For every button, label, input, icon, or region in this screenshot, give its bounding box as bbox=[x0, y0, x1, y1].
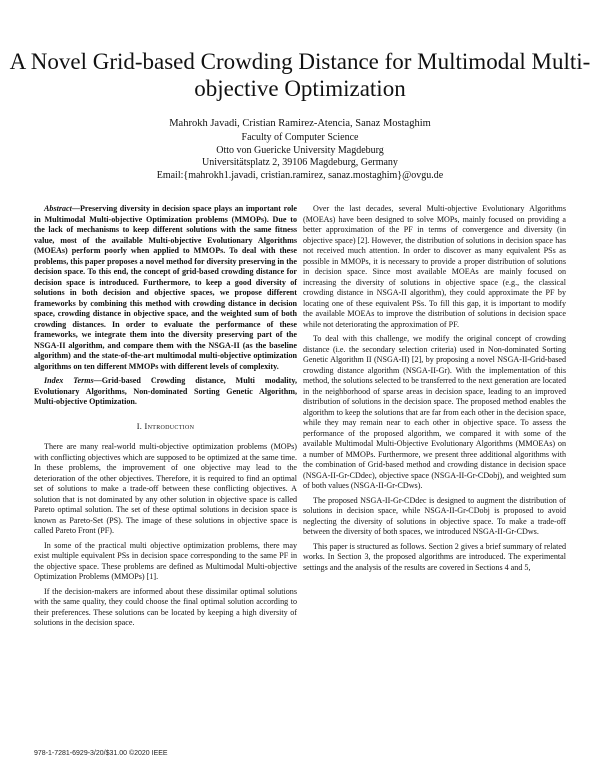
abstract-label: Abstract bbox=[44, 204, 72, 213]
author-university: Otto von Guericke University Magdeburg bbox=[216, 144, 384, 156]
author-email: Email:{mahrokh1.javadi, cristian.ramirez, sanaz.mostaghim}@ovgu.de bbox=[156, 170, 444, 182]
author-block bbox=[0, 118, 600, 183]
body-paragraph: Over the last decades, several Multi-objective Evolutionary Algorithms (MOEAs) have been designed to solve MOPs, mainly focused on providing a better approximation of the PF in terms of convergence and diversity (in objective space) [2]. However, the distribution of solutions in decision space has not received much attention. In order to discover as many equivalent PSs as possible in MMOPs, it is necessary to provide a proper distribution of solutions in decision space. Since most available MOEAs are mainly focused on increasing the diversity of solutions in objective space (e.g., the classical crowding distance in NSGA-II algorithm), they could approximate the PF by locating one of these equivalent PSs. To fill this gap, it is important to modify the available MOEAs to improve the distribution of solutions in decision space while not deteriorating the approximation of PF. bbox=[303, 204, 566, 329]
body-paragraph: To deal with this challenge, we modify the original concept of crowding distance (i.e. the secondary selection criteria) used in Non-dominated Sorting Genetic Algorithm II (NSGA-II) [2], by proposing a novel NSGA-II-Grid-based crowding distance algorithm (NSGA-II-Gr). With the implementation of this method, the solutions selected to be transferred to the next generation are located in the neighborhood of sparse areas in decision space, leading to an improved distribution of solutions in the decision space. The proposed method enables the algorithm to keep the solutions that are far from each other in the decision space, while they may remain near to each other in objective space. To assess the performance of the proposed algorithm, we compared it with some of the available Multimodal Multi-Objective Evolutionary Algorithms (MMOEAs) on a number of MMOPs. Furthermore, we present three additional algorithms with the combination of Grid-based method and crowding distance in decision space (NSGA-II-Gr-CDdec), objective space (NSGA-II-Gr-CDobj), and weighted sum of both values (NSGA-II-Gr-CDws). bbox=[303, 334, 566, 490]
copyright-footer: 978-1-7281-6929-3/20/$31.00 ©2020 IEEE bbox=[34, 750, 168, 757]
section-heading bbox=[34, 422, 297, 433]
body-paragraph: There are many real-world multi-objective optimization problems (MOPs) with conflicting objectives which are supposed to be optimized at the same time. In these problems, the improvement of one objective may lead to the deterioration of the other objectives. Therefore, it is required to find an optimal set of solutions to make a trade-off between these conflicting objectives. A solution that is not dominated by any other solution in objective space is called Pareto optimal solution. The set of these optimal solutions in decision space is known as Pareto-Set (PS). The image of these solutions in objective space is called Pareto Front (PF). bbox=[34, 442, 297, 535]
index-terms-label: Index Terms bbox=[44, 376, 94, 385]
body-paragraph: The proposed NSGA-II-Gr-CDdec is designed to augment the distribution of solutions in decision space, while NSGA-II-Gr-CDobj is proposed to avoid neglecting the diversity of solutions in objective space. To make a trade-off between the diversity of both spaces, we introduced NSGA-II-Gr-CDws. bbox=[303, 495, 566, 536]
section-number: I. bbox=[136, 421, 143, 431]
body-paragraph: If the decision-makers are informed about these dissimilar optimal solutions with the same quality, they could choose the final optimal solution according to their preferences. These solutions can be located by keeping a high diversity of solutions in the decision space. bbox=[34, 586, 297, 627]
abstract-text: —Preserving diversity in decision space plays an important role in Multimodal Multi-objective Optimization problems (MMOPs). Due to the lack of mechanisms to keep different solutions with the same fitness value, most of the available Multi-objective Evolutionary Algorithms (MOEAs) perform poorly when applied to MMOPs. To deal with these problems, this paper proposes a novel method for diversity preserving in the decision space. To this end, the concept of grid-based crowding distance for decision space is introduced. Furthermore, to keep a good diversity of solutions in both decision and objective spaces, we propose different frameworks by combining this method with crowding distance in decision space, crowding distance in objective space, and the weighted sum of both crowding distances. In order to evaluate the performance of these frameworks, we integrate them into the diversity preserving part of the NSGA-II algorithm, and compare them with the NSGA-II (as the baseline algorithm) and the state-of-the-art multimodal multi-objective optimization algorithms on ten different MMOPs with different levels of complexity. bbox=[34, 204, 297, 371]
right-column bbox=[303, 204, 566, 573]
index-terms-text: —Grid-based Crowding distance, Multi modality, Evolutionary Algorithms, Non-dominated Sorting Genetic Algorithm, Multi-objective Optimization. bbox=[34, 376, 297, 406]
author-address: Universitätsplatz 2, 39106 Magdeburg, Germany bbox=[202, 157, 398, 169]
paper-title: A Novel Grid-based Crowding Distance for Multimodal Multi-objective Optimization bbox=[9, 49, 591, 101]
left-column bbox=[34, 204, 297, 629]
author-affiliation: Faculty of Computer Science bbox=[241, 131, 359, 143]
body-paragraph: This paper is structured as follows. Section 2 gives a brief summary of related works. In Section 3, the proposed algorithms are introduced. The experimental settings and the analysis of the results are covered in Sections 4 and 5, bbox=[303, 541, 566, 572]
author-names: Mahrokh Javadi, Cristian Ramirez-Atencia, Sanaz Mostaghim bbox=[169, 118, 431, 129]
body-paragraph: In some of the practical multi objective optimization problems, there may exist multiple equivalent PSs in decision space corresponding to the same PF in the objective space. These problems are defined as Multimodal Multi-objective Optimization Problems (MMOPs) [1]. bbox=[34, 540, 297, 581]
section-title: Introduction bbox=[144, 421, 195, 431]
index-terms bbox=[34, 376, 297, 408]
abstract bbox=[34, 204, 297, 372]
